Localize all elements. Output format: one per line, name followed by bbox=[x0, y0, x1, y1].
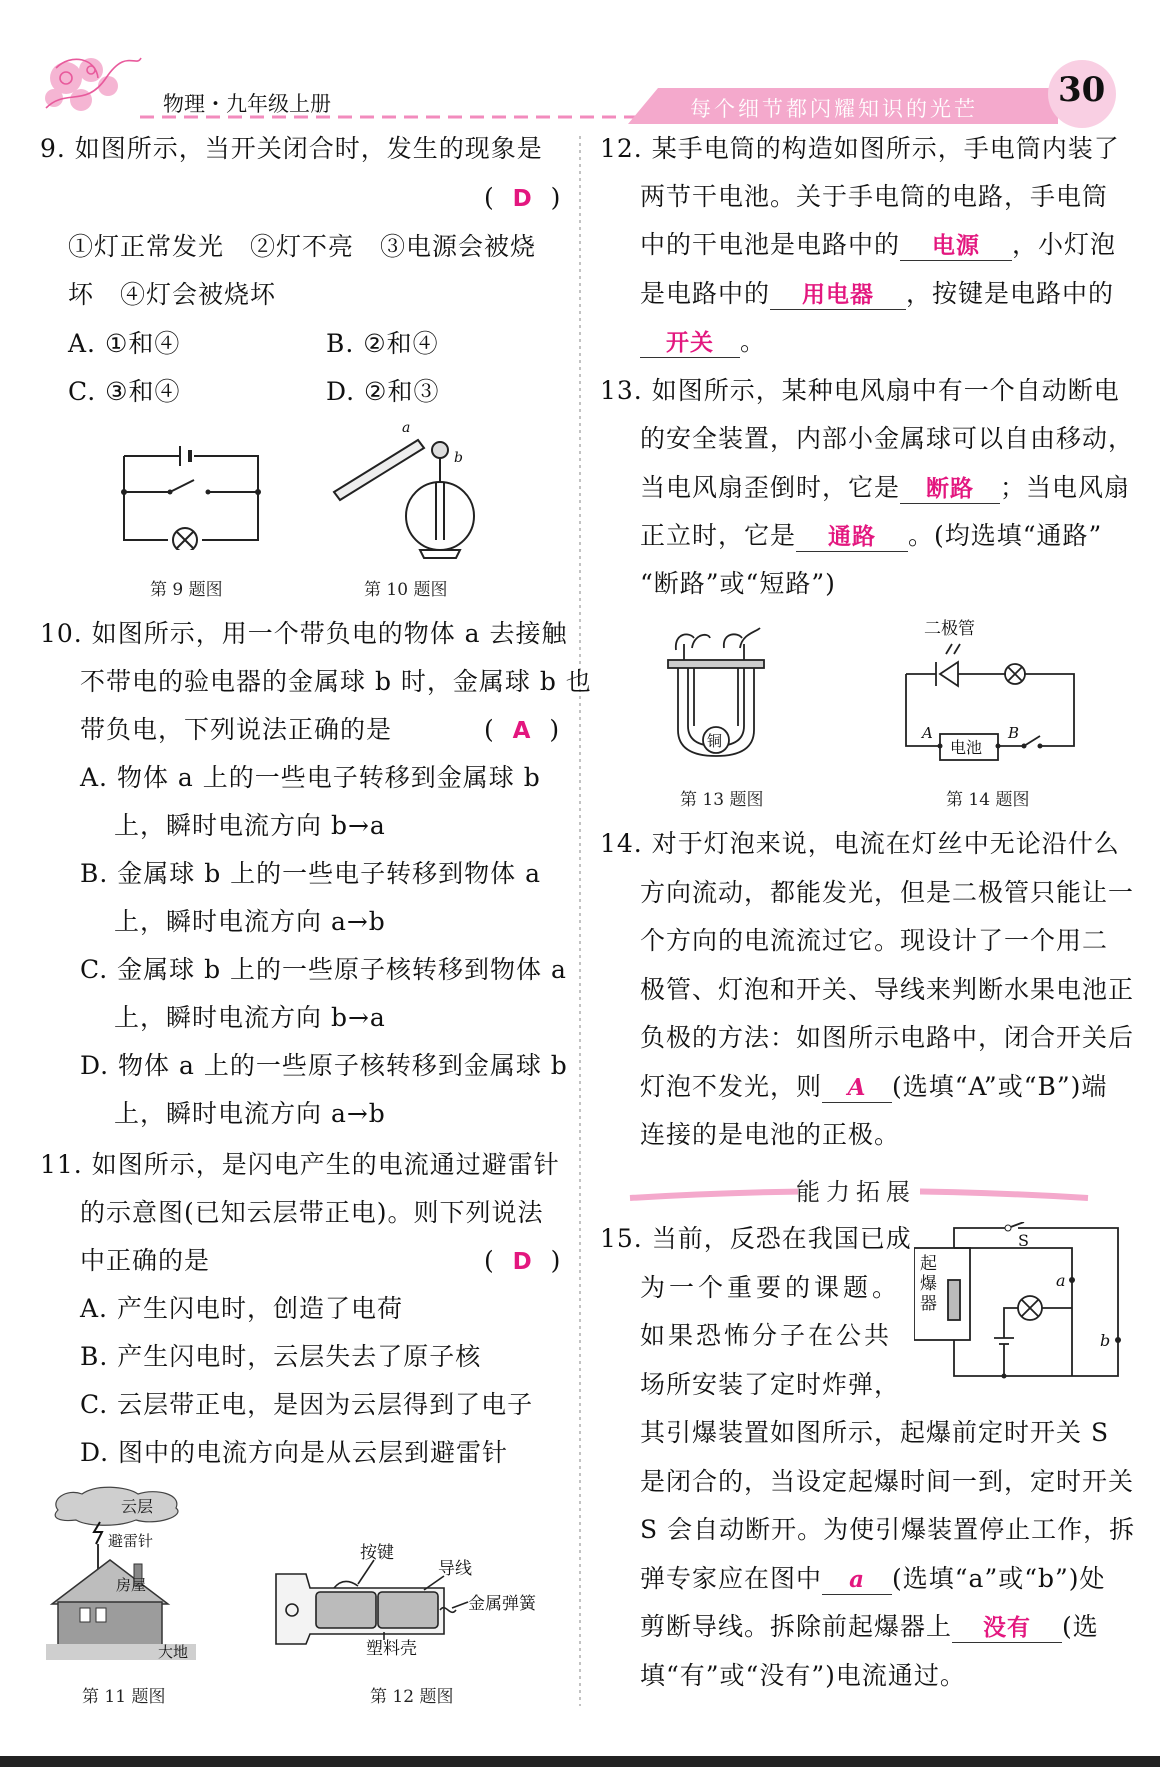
q14-fig-a: A bbox=[922, 724, 933, 742]
q15-line-6: 是闭合的，当设定起爆时间一到，定时开关 bbox=[640, 1467, 1135, 1496]
q11-fig-rod: 避雷针 bbox=[108, 1532, 154, 1550]
flower-ornament-icon bbox=[36, 48, 146, 120]
q9-option-b: B. ②和④ bbox=[326, 329, 439, 358]
q10-option-c-1: C. 金属球 b 上的一些原子核转移到物体 a bbox=[80, 955, 567, 984]
q9-option-d: D. ②和③ bbox=[326, 377, 440, 406]
q12-fig-shell: 塑料壳 bbox=[366, 1639, 417, 1659]
q14-line-6: 灯泡不发光，则 A (选填“A”或“B”)端 bbox=[640, 1072, 1108, 1101]
q13-line-3: 当电风扇歪倒时，它是 断路 ；当电风扇 bbox=[640, 473, 1131, 502]
q11-option-a: A. 产生闪电时，创造了电荷 bbox=[80, 1294, 403, 1323]
q10-stem-1: 10. 如图所示，用一个带负电的物体 a 去接触 bbox=[40, 619, 568, 648]
q15-line-9: 剪断导线。拆除前起爆器上 没有 (选 bbox=[640, 1612, 1099, 1641]
q10-option-d-2: 上，瞬时电流方向 a→b bbox=[114, 1099, 386, 1128]
q12-line-1: 12. 某手电筒的构造如图所示，手电筒内装了 bbox=[600, 134, 1120, 163]
q15-fig-s: S bbox=[1018, 1231, 1029, 1250]
q10-figure-caption: 第 10 题图 bbox=[364, 580, 448, 600]
q11-option-c: C. 云层带正电，是因为云层得到了电子 bbox=[80, 1390, 534, 1419]
q9-figure-caption: 第 9 题图 bbox=[150, 580, 223, 600]
q13-answer-1: 断路 bbox=[926, 476, 975, 502]
q15-detonator-circuit-figure bbox=[914, 1222, 1124, 1382]
q15-line-1: 15. 当前，反恐在我国已成 bbox=[600, 1224, 912, 1253]
section-title: 能力拓展 bbox=[796, 1178, 916, 1206]
q15-answer-2: 没有 bbox=[983, 1615, 1032, 1641]
q12-answer-1: 电源 bbox=[932, 233, 981, 259]
q11-fig-house: 房屋 bbox=[116, 1576, 147, 1594]
q15-line-7: S 会自动断开。为使引爆装置停止工作，拆 bbox=[640, 1515, 1136, 1544]
cloud-shape bbox=[55, 1487, 178, 1525]
q15-line-2: 为一个重要的课题。 bbox=[640, 1273, 902, 1302]
q9-option-a: A. ①和④ bbox=[68, 329, 181, 358]
q14-fig-battery: 电池 bbox=[950, 738, 983, 757]
q14-line-4: 极管、灯泡和开关、导线来判断水果电池正 bbox=[640, 975, 1135, 1004]
q15-fig-a: a bbox=[1056, 1271, 1066, 1290]
q10-fig-label-a: a bbox=[402, 420, 411, 436]
q14-line-7: 连接的是电池的正极。 bbox=[640, 1120, 901, 1149]
q9-stem: 9. 如图所示，当开关闭合时，发生的现象是 bbox=[40, 134, 543, 163]
q9-circuit-figure bbox=[118, 440, 264, 550]
q12-flashlight-figure bbox=[274, 1540, 574, 1660]
q9-items-line1: ①灯正常发光 ②灯不亮 ③电源会被烧 bbox=[68, 232, 537, 261]
q15-answer-1: a bbox=[849, 1566, 865, 1593]
q13-fig-copper: 铜 bbox=[707, 732, 723, 750]
q11-stem-2: 的示意图(已知云层带正电)。则下列说法 bbox=[80, 1198, 544, 1227]
q12-fig-wire: 导线 bbox=[438, 1559, 472, 1579]
q15-line-3: 如果恐怖分子在公共 bbox=[640, 1321, 893, 1350]
q11-fig-ground: 大地 bbox=[158, 1643, 189, 1661]
q15-fig-detonator: 起爆器 bbox=[920, 1254, 937, 1314]
q11-stem-1: 11. 如图所示，是闪电产生的电流通过避雷针 bbox=[40, 1150, 560, 1179]
q11-lightning-figure bbox=[46, 1486, 206, 1662]
q13-line-4: 正立时，它是 通路 。(均选填“通路” bbox=[640, 521, 1103, 550]
q15-fig-b: b bbox=[1100, 1331, 1111, 1350]
bottom-border bbox=[0, 1756, 1160, 1767]
q10-stem-3: 带负电，下列说法正确的是 bbox=[80, 715, 393, 744]
q13-line-2: 的安全装置，内部小金属球可以自由移动， bbox=[640, 424, 1135, 453]
q11-option-b: B. 产生闪电时，云层失去了原子核 bbox=[80, 1342, 482, 1371]
q15-line-10: 填“有”或“没有”)电流通过。 bbox=[640, 1661, 966, 1690]
q15-line-4: 场所安装了定时炸弹， bbox=[640, 1370, 901, 1399]
q14-fig-b: B bbox=[1008, 724, 1020, 742]
q10-option-b-2: 上，瞬时电流方向 a→b bbox=[114, 907, 386, 936]
q14-fig-diode: 二极管 bbox=[924, 619, 975, 639]
q13-line-1: 13. 如图所示，某种电风扇中有一个自动断电 bbox=[600, 376, 1120, 405]
q14-line-5: 负极的方法：如图所示电路中，闭合开关后 bbox=[640, 1023, 1135, 1052]
q11-answer-paren: ( D ) bbox=[484, 1246, 562, 1275]
q14-figure-caption: 第 14 题图 bbox=[946, 790, 1030, 810]
q12-figure-caption: 第 12 题图 bbox=[370, 1687, 454, 1707]
q10-fig-label-b: b bbox=[454, 450, 463, 466]
page-number: 30 bbox=[1058, 70, 1106, 110]
q14-diode-circuit-figure bbox=[900, 614, 1080, 764]
q11-stem-3: 中正确的是 bbox=[80, 1246, 211, 1275]
q10-electroscope-figure bbox=[330, 420, 490, 560]
q12-line-2: 两节干电池。关于手电筒的电路，手电筒 bbox=[640, 182, 1109, 211]
q14-line-2: 方向流动，都能发光，但是二极管只能让一 bbox=[640, 878, 1135, 907]
q15-line-5: 其引爆装置如图所示，起爆前定时开关 S bbox=[640, 1418, 1110, 1447]
q10-answer: A bbox=[512, 718, 532, 744]
q12-fig-spring: 金属弹簧 bbox=[468, 1594, 536, 1614]
q10-option-a-2: 上，瞬时电流方向 b→a bbox=[114, 811, 386, 840]
q10-option-d-1: D. 物体 a 上的一些原子核转移到金属球 b bbox=[80, 1051, 568, 1080]
q10-answer-paren: ( A ) bbox=[484, 715, 561, 744]
q13-tilt-switch-figure bbox=[664, 622, 782, 762]
q12-line-5: 开关 。 bbox=[640, 327, 766, 358]
q9-answer: D bbox=[512, 186, 533, 212]
q14-answer: A bbox=[847, 1074, 867, 1101]
q11-answer: D bbox=[512, 1249, 533, 1275]
q12-line-4: 是电路中的 用电器 ，按键是电路中的 bbox=[640, 279, 1115, 308]
q12-answer-2: 用电器 bbox=[802, 282, 875, 308]
q10-stem-2: 不带电的验电器的金属球 b 时，金属球 b 也 bbox=[80, 667, 592, 696]
q11-fig-cloud: 云层 bbox=[121, 1497, 154, 1516]
q10-option-b-1: B. 金属球 b 上的一些电子转移到物体 a bbox=[80, 859, 542, 888]
q10-option-c-2: 上，瞬时电流方向 b→a bbox=[114, 1003, 386, 1032]
book-title: 物理・九年级上册 bbox=[163, 92, 331, 116]
q13-figure-caption: 第 13 题图 bbox=[680, 790, 764, 810]
column-divider bbox=[578, 136, 582, 1706]
q14-line-3: 个方向的电流流过它。现设计了一个用二 bbox=[640, 926, 1109, 955]
q11-figure-caption: 第 11 题图 bbox=[82, 1687, 166, 1707]
q12-answer-3: 开关 bbox=[666, 330, 714, 356]
q9-items-line2: 坏 ④灯会被烧坏 bbox=[68, 280, 277, 309]
header-dashed-line bbox=[140, 112, 660, 122]
q12-line-3: 中的干电池是电路中的 电源 ，小灯泡 bbox=[640, 230, 1117, 259]
q14-line-1: 14. 对于灯泡来说，电流在灯丝中无论沿什么 bbox=[600, 829, 1120, 858]
q13-line-5: “断路”或“短路”) bbox=[640, 569, 836, 598]
q15-line-8: 弹专家应在图中 a (选填“a”或“b”)处 bbox=[640, 1564, 1106, 1593]
q10-option-a-1: A. 物体 a 上的一些电子转移到金属球 b bbox=[80, 763, 541, 792]
motto-text: 每个细节都闪耀知识的光芒 bbox=[690, 97, 978, 121]
q11-option-d: D. 图中的电流方向是从云层到避雷针 bbox=[80, 1438, 509, 1467]
q9-answer-paren: ( D ) bbox=[484, 183, 562, 212]
q9-option-c: C. ③和④ bbox=[68, 377, 181, 406]
q12-fig-button: 按键 bbox=[360, 1543, 394, 1563]
q13-answer-2: 通路 bbox=[828, 524, 877, 550]
